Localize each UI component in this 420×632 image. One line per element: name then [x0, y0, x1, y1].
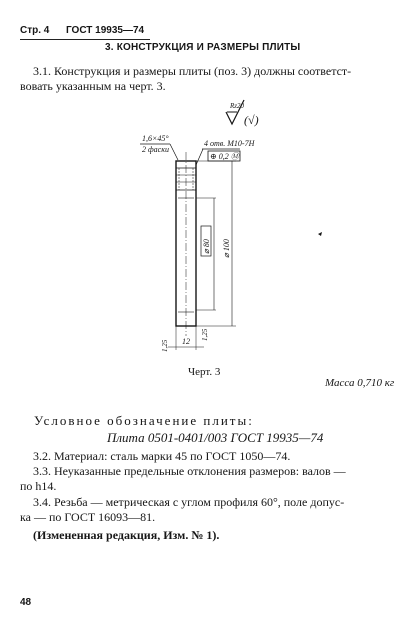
para-3-3-line2: по h14. [20, 479, 57, 493]
designation: Плита 0501-0401/003 ГОСТ 19935—74 [107, 430, 324, 445]
figure-caption: Черт. 3 [188, 366, 221, 378]
page-header-label: Стр. 4 [20, 25, 50, 36]
dim-diameter-80: ⌀ 80 [202, 239, 211, 254]
mass-label: Масса 0,710 кг [325, 377, 395, 389]
hole-note: 4 отв. М10-7Н [204, 139, 255, 148]
para-3-1-line1: 3.1. Конструкция и размеры плиты (поз. 3) должны соответст- [33, 64, 352, 78]
designation-label: Условное обозначение плиты: [34, 413, 254, 428]
para-3-4-line2: ка — по ГОСТ 16093—81. [20, 510, 156, 524]
dim-1-25-left: 1,25 [161, 339, 169, 352]
chamfer-note: 2 фаски [142, 145, 169, 154]
header-rule [20, 39, 150, 40]
technical-drawing [0, 95, 420, 380]
position-tolerance: ⊕ 0,2 Ⓜ [210, 152, 239, 161]
roughness-symbol [226, 100, 259, 127]
svg-text:(√): (√) [244, 113, 259, 127]
section-title: 3. КОНСТРУКЦИЯ И РАЗМЕРЫ ПЛИТЫ [105, 42, 301, 53]
dim-width-12: 12 [182, 337, 190, 346]
page-number: 48 [20, 597, 32, 608]
para-3-2: 3.2. Материал: сталь марки 45 по ГОСТ 1050—74. [33, 449, 291, 463]
dim-diameter-100: ⌀ 100 [222, 239, 231, 258]
svg-text:Rz20: Rz20 [230, 102, 244, 110]
para-3-4-line1: 3.4. Резьба — метрическая с углом профиля 60°, поле допус- [33, 495, 345, 509]
page-header-standard: ГОСТ 19935—74 [66, 25, 145, 36]
chamfer-dim: 1,6×45° [142, 134, 169, 143]
para-3-1-line2: вовать указанным на черт. 3. [20, 79, 166, 93]
stray-mark [318, 232, 322, 236]
dim-1-25-right: 1,25 [201, 328, 209, 341]
revision-note: (Измененная редакция, Изм. № 1). [33, 528, 220, 542]
para-3-3-line1: 3.3. Неуказанные предельные отклонения размеров: валов — [33, 464, 346, 478]
